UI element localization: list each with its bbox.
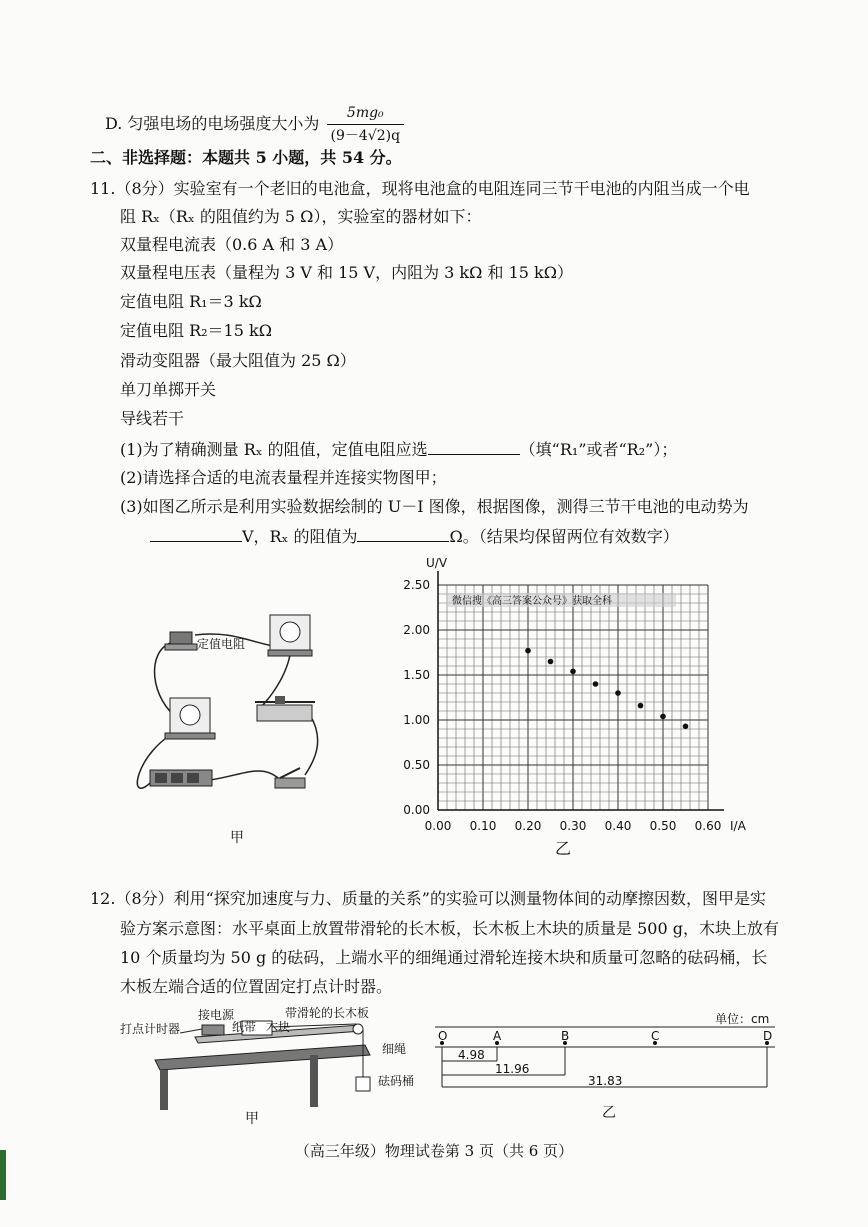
data-point — [638, 703, 644, 709]
distance-oa: 4.98 — [458, 1048, 485, 1062]
y-tick-label: 0.50 — [403, 758, 430, 772]
section-heading: 二、非选择题：本题共 5 小题，共 54 分。 — [90, 148, 402, 167]
equip-item: 滑动变阻器（最大阻值为 25 Ω） — [120, 351, 356, 370]
equip-item: 定值电阻 R₂＝15 kΩ — [120, 321, 272, 340]
q11-stem-line2: 阻 Rₓ（Rₓ 的阻值约为 5 Ω），实验室的器材如下： — [120, 207, 482, 226]
x-tick-label: 0.40 — [604, 819, 632, 833]
data-point — [683, 724, 689, 730]
data-point — [593, 681, 599, 687]
data-point — [660, 714, 666, 720]
label-power: 接电源 — [198, 1008, 235, 1022]
bucket-icon — [356, 1077, 370, 1091]
label-timer: 打点计时器 — [120, 1022, 181, 1036]
q12-stem-line1: 12.（8分）利用“探究加速度与力、质量的关系”的实验可以测量物体间的动摩擦因数，图甲是实 — [90, 889, 766, 908]
x-tick-label: 0.10 — [469, 819, 497, 833]
equip-item: 定值电阻 R₁＝3 kΩ — [120, 292, 262, 311]
y-axis-label: U/V — [426, 556, 448, 570]
q10-option-d-fraction — [327, 102, 405, 147]
resistor-icon — [165, 632, 197, 650]
equip-item: 单刀单掷开关 — [120, 380, 217, 399]
label-board: 带滑轮的长木板 — [285, 1006, 370, 1020]
tape-figure — [430, 1005, 780, 1130]
x-tick-label: 0.60 — [694, 819, 722, 833]
q10-option-d-text: D. 匀强电场的电场强度大小为 — [105, 114, 320, 133]
x-tick-label: 0.20 — [514, 819, 542, 833]
voltmeter-icon — [268, 615, 312, 656]
distance-ob: 11.96 — [495, 1062, 530, 1076]
data-point — [548, 659, 554, 665]
page-footer: （高三年级）物理试卷第 3 页（共 6 页） — [294, 1142, 574, 1160]
data-point — [615, 690, 621, 696]
ammeter-icon — [165, 698, 215, 739]
apparatus-figure — [120, 1005, 420, 1130]
equip-item: 双量程电流表（0.6 A 和 3 A） — [120, 235, 344, 254]
q11-part1-hint: （填“R₁”或者“R₂”）； — [519, 440, 678, 459]
y-tick-label: 2.00 — [403, 623, 430, 637]
timer-icon — [202, 1025, 224, 1035]
q11-part1-text: (1)为了精确测量 Rₓ 的阻值，定值电阻应选 — [120, 440, 428, 459]
q11-part1 — [120, 438, 677, 461]
switch-icon — [275, 768, 305, 788]
answer-blank[interactable] — [357, 525, 449, 542]
rheostat-icon — [255, 696, 315, 721]
data-point — [570, 669, 576, 675]
q11-part3: (3)如图乙所示是利用实验数据绘制的 U－I 图像，根据图像，测得三节干电池的电动势为 — [120, 497, 749, 516]
figure-caption: 乙 — [602, 1105, 616, 1121]
q12-stem-line3: 10 个质量均为 50 g 的砝码，上端水平的细绳通过滑轮连接木块和质量可忽略的砝码桶，长 — [120, 948, 768, 967]
answer-blank[interactable] — [150, 525, 242, 542]
watermark-text: 微信搜《高三答案公众号》获取全科 — [452, 596, 612, 607]
y-tick-label: 0.00 — [403, 803, 430, 817]
figure-caption: 甲 — [230, 830, 244, 846]
table-icon — [155, 1045, 370, 1110]
data-point — [525, 648, 531, 654]
chart-caption: 乙 — [555, 839, 572, 858]
circuit-figure — [125, 610, 340, 850]
equip-item: 导线若干 — [120, 409, 185, 428]
q11-part3-text: V，Rₓ 的阻值为 — [242, 527, 358, 546]
q11-part2: (2)请选择合适的电流表量程并连接实物图甲； — [120, 468, 447, 487]
y-tick-label: 2.50 — [403, 578, 430, 592]
label-string: 细绳 — [382, 1042, 407, 1056]
label-bucket: 砝码桶 — [378, 1074, 415, 1088]
label-tape: 纸带 — [232, 1020, 257, 1034]
q11-stem-line1: 11.（8分）实验室有一个老旧的电池盒，现将电池盒的电阻连同三节干电池的内阻当成一个电 — [90, 179, 750, 198]
q12-stem-line2: 验方案示意图：水平桌面上放置带滑轮的长木板，长木板上木块的质量是 500 g，木块上放有 — [120, 919, 779, 938]
ui-chart — [390, 555, 770, 840]
distance-od: 31.83 — [588, 1074, 623, 1088]
point-label: A — [493, 1029, 502, 1043]
resistor-label: 定值电阻 — [197, 637, 246, 651]
unit-label: 单位：cm — [715, 1012, 770, 1026]
y-tick-label: 1.00 — [403, 713, 430, 727]
figure-caption: 甲 — [245, 1111, 259, 1127]
x-axis-label: I/A — [730, 819, 746, 833]
point-label: O — [438, 1029, 448, 1043]
x-tick-label: 0.00 — [424, 819, 452, 833]
fraction-numerator: 5mg₀ — [327, 102, 405, 125]
battery-box-icon — [150, 770, 212, 786]
fraction-denominator: (9－4√2)q — [330, 128, 401, 144]
y-tick-label: 1.50 — [403, 668, 430, 682]
answer-blank[interactable] — [428, 438, 520, 455]
q12-stem-line4: 木板左端合适的位置固定打点计时器。 — [120, 977, 393, 996]
point-label: C — [651, 1029, 660, 1043]
point-label: D — [763, 1029, 773, 1043]
point-label: B — [561, 1029, 570, 1043]
x-tick-label: 0.30 — [559, 819, 587, 833]
x-tick-label: 0.50 — [649, 819, 677, 833]
label-block: 木块 — [266, 1020, 291, 1034]
q11-part3-tail: Ω。（结果均保留两位有效数字） — [449, 527, 679, 546]
scan-edge-mark — [0, 1150, 6, 1200]
q11-part3-cont — [150, 525, 679, 548]
equip-item: 双量程电压表（量程为 3 V 和 15 V，内阻为 3 kΩ 和 15 kΩ） — [120, 263, 573, 282]
q10-option-d — [105, 102, 404, 147]
